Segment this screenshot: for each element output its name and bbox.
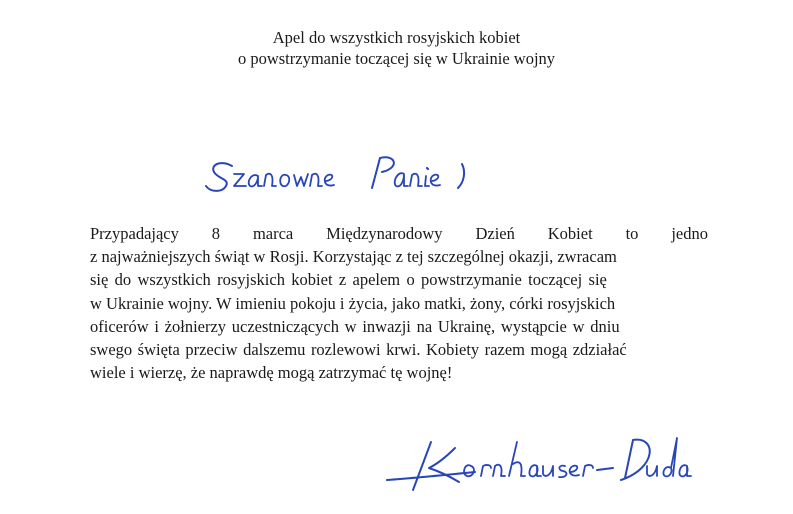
letter-body [90, 222, 708, 384]
handwritten-signature [385, 428, 695, 498]
title-line-2: o powstrzymanie toczącej się w Ukrainie wojny [237, 49, 556, 68]
letter-title [0, 27, 793, 69]
body-line: Przypadający 8 marca Międzynarodowy Dzień Kobiet to jedno [90, 224, 708, 243]
signature-image [385, 428, 695, 498]
body-line: w Ukrainie wojny. W imieniu pokoju i życia, jako matki, żony, córki rosyjskich [90, 293, 616, 313]
handwritten-greeting [200, 148, 500, 208]
body-line: z najważniejszych świąt w Rosji. Korzystając z tej szczególnej okazji, zwracam [90, 247, 617, 267]
body-line: wiele i wierzę, że naprawdę mogą zatrzymać tę wojnę! [90, 363, 453, 383]
body-line: się do wszystkich rosyjskich kobiet z apelem o powstrzymanie toczącej się [90, 270, 607, 290]
body-line: swego święta przeciw dalszemu rozlewowi krwi. Kobiety razem mogą zdziałać [90, 340, 627, 360]
greeting-handwriting-image [200, 148, 500, 208]
title-line-1: Apel do wszystkich rosyjskich kobiet [272, 28, 521, 47]
body-line: oficerów i żołnierzy uczestniczących w inwazji na Ukrainę, wystąpcie w dniu [90, 316, 620, 336]
